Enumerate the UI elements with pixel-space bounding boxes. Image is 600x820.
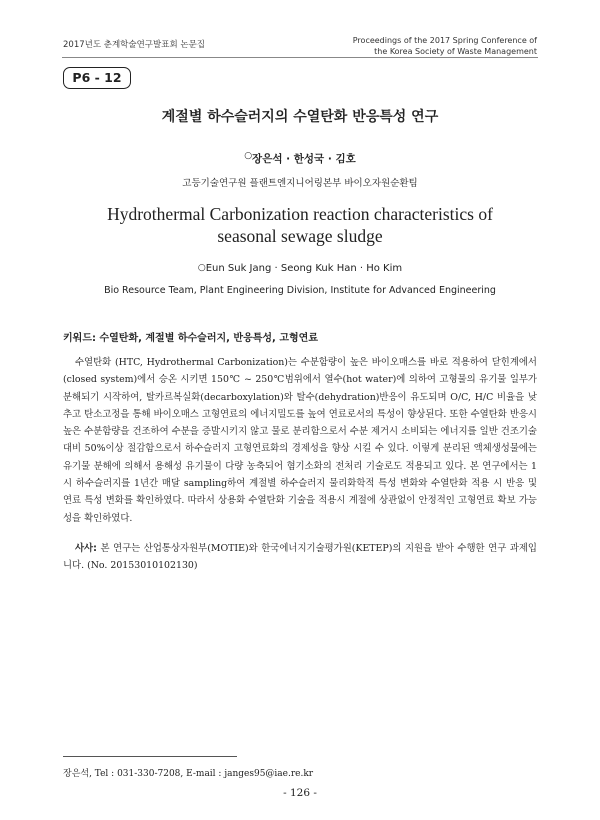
korean-author-names: 장은석 · 한성국 · 김호: [252, 153, 356, 165]
korean-authors: [40, 151, 560, 166]
english-affiliation: Bio Resource Team, Plant Engineering Division, Institute for Advanced Engineering: [104, 285, 496, 296]
presenter-mark-en: ○: [197, 263, 206, 273]
footnote-contact: 장은석, Tel : 031-330-7208, E-mail : janges95@iae.re.kr: [63, 769, 314, 779]
korean-title: 계절별 하수슬러지의 수열탄화 반응특성 연구: [161, 109, 439, 125]
running-header-right-line2: the Korea Society of Waste Management: [374, 47, 537, 56]
english-title-line1: Hydrothermal Carbonization reaction characteristics of: [107, 204, 493, 224]
page-number: - 126 -: [283, 787, 317, 799]
keywords: 키워드: 수열탄화, 계절별 하수슬러지, 반응특성, 고형연료: [63, 333, 318, 344]
korean-affiliation: 고등기술연구원 플랜트엔지니어링본부 바이오자원순환팀: [182, 178, 418, 189]
english-author-names: Eun Suk Jang · Seong Kuk Han · Ho Kim: [205, 263, 403, 274]
abstract-paragraph: 수열탄화 (HTC, Hydrothermal Carbonization)는 수분함량이 높은 바이오매스를 바로 적용하여 닫힌계에서 (closed system)에서 승온 시키면 150℃ ~ 250℃범위에서 열수(hot water)에 의하여 고형물의 유기물 일부가 분해되기 시작하여, 탈카르복실화(decarboxylation)와 탈수(dehydration)반응이 유도되며 O/C, H/C 비율을 낮추고 탄소고정을 통해 바이오매스 고형연료의 에너지밀도를 높여 연료로서의 특성이 향상된다. 또한 수열탄화 반응시 높은 수분함량을 건조하여 수분을 증발시키지 않고 물로 분리함으로서 수분 제거시 소비되는 에너지를 일반 건조기술 대비 50%이상 절감함으로서 하수슬러지 고형연료화의 경제성을 향상 시킬 수 있다. 이렇게 분리된 액체생성물에는 유기물 분해에 의해서 용해성 유기물이 다량 농축되어 혐기소화의 전처리 기술로도 적용되고 있다. 본 연구에서는 1시 하수슬러지를 1년간 매달 sampling하여 계절별 하수슬러지 물리화학적 특성 변화와 수열탄화 적용 시 반응 및 연료 특성 변화를 확인하였다. 따라서 상용화 수열탄화 기술을 적용시 계절에 상관없이 안정적인 고형연료 확보 가능성을 확인하였다.: [63, 357, 537, 524]
acknowledgment-text: 본 연구는 산업통상자원부(MOTIE)와 한국에너지기술평가원(KETEP)의 지원을 받아 수행한 연구 과제입니다. (No. 20153010102130): [63, 543, 537, 572]
running-header-right: [237, 35, 537, 57]
english-title: [40, 203, 560, 247]
english-authors: [40, 263, 560, 274]
paper-id-badge: P6 - 12: [63, 67, 131, 89]
english-title-line2: seasonal sewage sludge: [217, 226, 383, 246]
header-divider: [62, 57, 538, 58]
acknowledgment: [63, 540, 537, 575]
footnote-divider: [63, 756, 237, 757]
running-header-right-line1: Proceedings of the 2017 Spring Conference of: [352, 36, 537, 45]
running-header-left: 2017년도 춘계학술연구발표회 논문집: [63, 40, 205, 50]
presenter-mark: ○: [244, 151, 253, 161]
acknowledgment-label: 사사:: [75, 543, 97, 554]
